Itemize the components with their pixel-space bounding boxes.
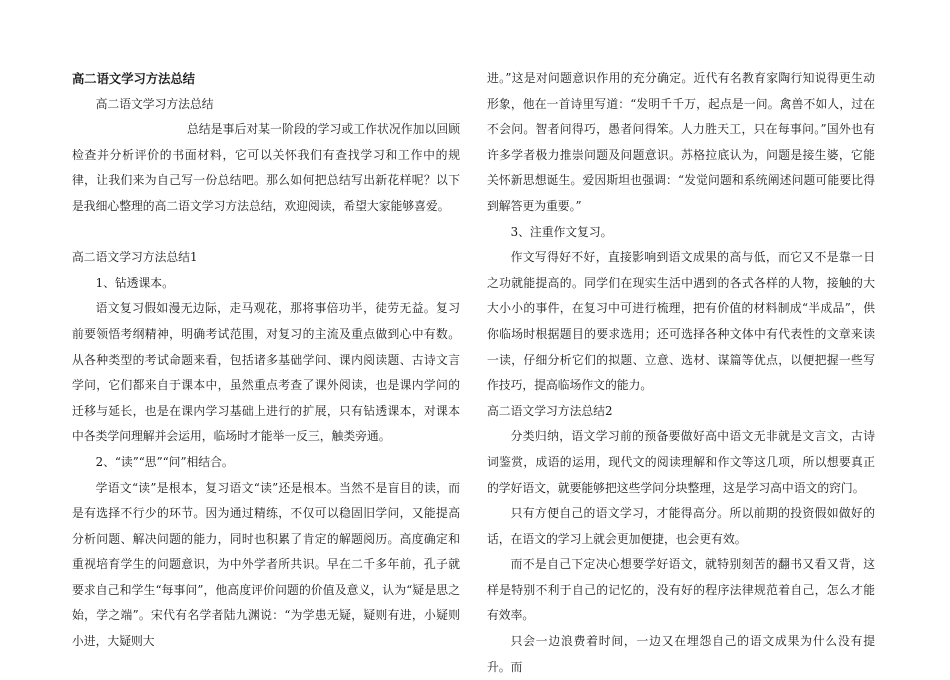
continued-paragraph: 进。”这是对问题意识作用的充分确定。近代有名教育家陶行知说得更生动形象，他在一首诗里写道：“发明千千万，起点是一问。禽兽不如人，过在不会问。智者问得巧，愚者问得笨。人力胜天工，只在每事问。”国外也有许多学者极力推崇问题及问题意识。苏格拉底认为，问题是接生婆，它能关怀新思想诞生。爱因斯坦也强调：“发觉问题和系统阐述问题可能要比得到解答更为重要。” [487, 71, 875, 213]
body-paragraph: 语文复习假如漫无边际，走马观花，那将事倍功半，徒劳无益。复习前要领悟考纲精神，明确考试范围，对复习的主流及重点做到心中有数。从各种类型的考试命题来看，包括诸多基础学问、课内阅读题、古诗文言学问，它们都来自于课本中，虽然重点考查了课外阅读，也是课内学问的迁移与延长，也是在课内学习基础上进行的扩展，只有钻透课本，对课本中各类学问理解并会运用，临场时才能举一反三，触类旁通。 [72, 301, 460, 444]
section-heading-2: 高二语文学习方法总结2 [487, 403, 613, 418]
point-3-heading: 3、注重作文复习。 [510, 224, 613, 239]
point-2-heading: 2、“读”“思”“问”相结合。 [95, 454, 234, 469]
body-paragraph: 只有方便自己的语文学习，才能得高分。所以前期的投资假如做好的话，在语文的学习上就会更加便捷，也会更有效。 [487, 506, 875, 546]
document-title: 高二语文学习方法总结 [72, 71, 195, 86]
point-1-heading: 1、钻透课本。 [95, 275, 174, 290]
blank-line [72, 220, 460, 246]
subtitle-paragraph: 高二语文学习方法总结 [95, 96, 214, 111]
body-paragraph: 分类归纳，语文学习前的预备要做好高中语文无非就是文言文，古诗词鉴赏，成语的运用，现代文的阅读理解和作文等这几项，所以想要真正的学好语文，就要能够把这些学问分块整理，这是学习高中语文的窍门。 [487, 429, 875, 495]
section-heading-1: 高二语文学习方法总结1 [72, 250, 198, 265]
left-column [72, 66, 460, 655]
body-paragraph: 而不是自己下定决心想要学好语文，就特别刻苦的翻书又看又背，这样是特别不利于自己的记忆的，没有好的程序法律规范着自己，怎么才能有效率。 [487, 557, 875, 623]
body-paragraph: 只会一边浪费着时间，一边又在埋怨自己的语文成果为什么没有提升。而 [487, 634, 875, 674]
intro-paragraph: 总结是事后对某一阶段的学习或工作状况作加以回顾检查并分析评价的书面材料，它可以关怀我们有查找学习和工作中的规律，让我们来为自己写一份总结吧。那么如何把总结写出新花样呢？以下是我细心整理的高二语文学习方法总结，欢迎阅读，希望大家能够喜爱。 [72, 122, 460, 213]
body-paragraph: 作文写得好不好，直接影响到语文成果的高与低，而它又不是靠一日之功就能提高的。同学们在现实生活中遇到的各式各样的人物，接触的大大小小的事件，在复习中可进行梳理，把有价值的材料制成“半成品”，供你临场时根据题目的要求选用；还可选择各种文体中有代表性的文章来读一读，仔细分析它们的拟题、立意、选材、谋篇等优点，以便把握一些写作技巧，提高临场作文的能力。 [487, 250, 875, 393]
right-column [487, 66, 875, 680]
body-paragraph: 学语文“读”是根本，复习语文“读”还是根本。当然不是盲目的读，而是有选择不行少的环节。因为通过精练，不仅可以稳固旧学问，又能提高分析问题、解决问题的能力，同时也积累了肯定的解题阅历。高度确定和重视培育学生的问题意识，为中外学者所共识。早在二千多年前，孔子就要求自己和学生“每事问”，他高度评价问题的价值及意义，认为“疑是思之始，学之端”。宋代有名学者陆九渊说：“为学患无疑，疑则有进，小疑则小进，大疑则大 [72, 480, 460, 649]
